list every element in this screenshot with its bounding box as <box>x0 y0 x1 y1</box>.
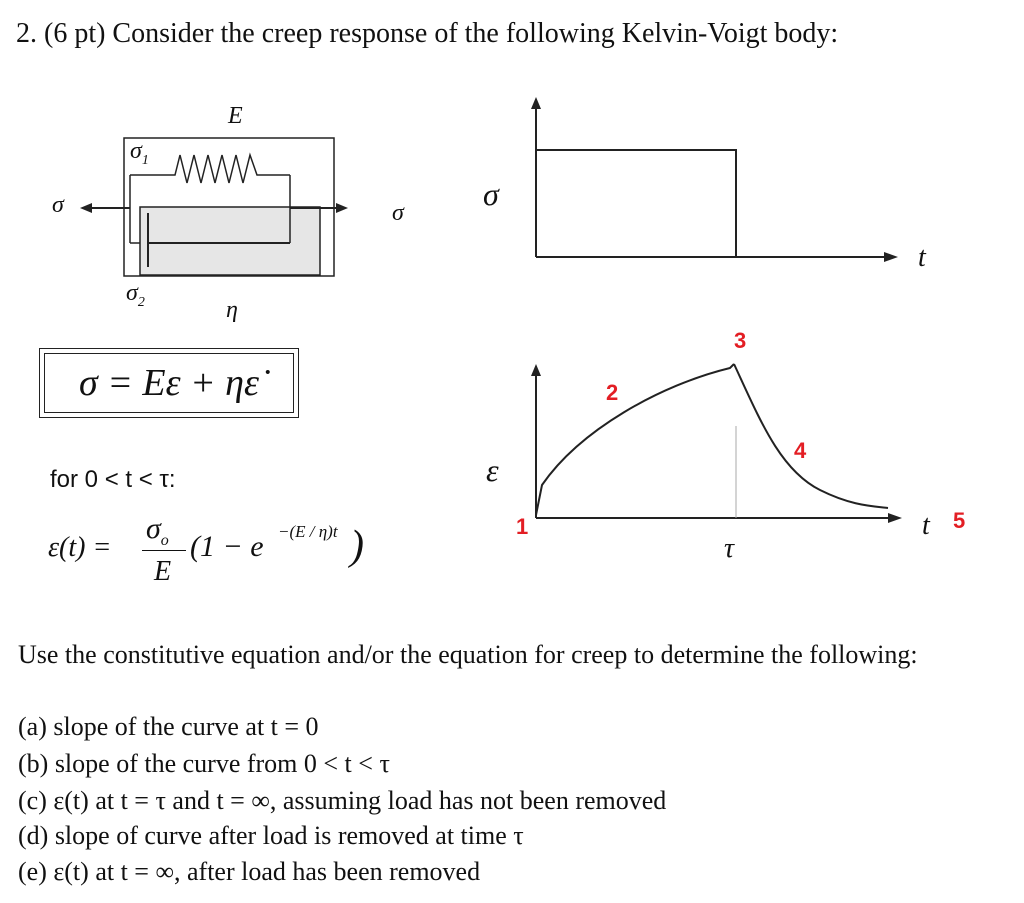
creep-eq-denominator: E <box>154 556 172 587</box>
stress-y-label: σ <box>483 176 499 212</box>
spring <box>130 155 290 183</box>
creep-eq-bracket-close: ) <box>350 523 364 569</box>
label-E: E <box>228 103 243 129</box>
fraction-bar <box>142 550 186 551</box>
stress-x-label: t <box>918 242 926 273</box>
stress-y-arrowhead <box>531 97 541 109</box>
left-arrowhead <box>80 203 92 213</box>
point-label-5: 5 <box>953 508 966 533</box>
label-sigma1: $\sigma_1$ <box>130 138 149 168</box>
creep-eq-exponent: −(E / η)t <box>278 522 338 541</box>
strain-y-label: ε <box>486 452 499 488</box>
label-sigma-right: σ <box>392 200 404 226</box>
dashpot-cylinder <box>140 207 320 275</box>
instruction-text: Use the constitutive equation and/or the equation for creep to determine the following: <box>18 640 918 669</box>
question-b: (b) slope of the curve from 0 < t < τ <box>18 749 390 778</box>
creep-eq-lhs: ε(t) = <box>48 532 112 563</box>
label-eta: η <box>226 297 238 323</box>
right-arrowhead <box>336 203 348 213</box>
strain-recovery-curve <box>734 364 888 508</box>
point-label-4: 4 <box>794 438 807 463</box>
question-a: (a) slope of the curve at t = 0 <box>18 712 319 741</box>
constitutive-equation: σ = Eε + ηε̇ <box>44 353 294 413</box>
time-range-label: for 0 < t < τ: <box>50 466 176 493</box>
strain-y-arrowhead <box>531 364 541 376</box>
stress-step-pulse <box>536 150 736 257</box>
strain-time-plot <box>520 360 920 530</box>
question-d: (d) slope of curve after load is removed at time τ <box>18 821 524 850</box>
constitutive-equation-box <box>39 348 299 418</box>
point-label-2: 2 <box>606 380 619 405</box>
strain-creep-curve <box>536 364 734 515</box>
label-sigma2: $\sigma_2$ <box>126 280 145 310</box>
point-label-1: 1 <box>516 514 529 539</box>
strain-tau-label: τ <box>724 533 735 564</box>
problem-title: 2. (6 pt) Consider the creep response of the following Kelvin-Voigt body: <box>16 18 839 49</box>
point-label-3: 3 <box>734 328 747 353</box>
strain-x-arrowhead <box>888 513 902 523</box>
creep-eq-numerator: $\sigma_o$ <box>146 512 169 549</box>
stress-x-arrowhead <box>884 252 898 262</box>
creep-eq-bracket: (1 − e <box>190 530 264 563</box>
strain-x-label: t <box>922 510 930 541</box>
stress-time-plot <box>520 95 920 270</box>
question-c: (c) ε(t) at t = τ and t = ∞, assuming load has not been removed <box>18 786 667 815</box>
label-sigma-left: σ <box>52 192 64 218</box>
question-e: (e) ε(t) at t = ∞, after load has been removed <box>18 857 481 886</box>
